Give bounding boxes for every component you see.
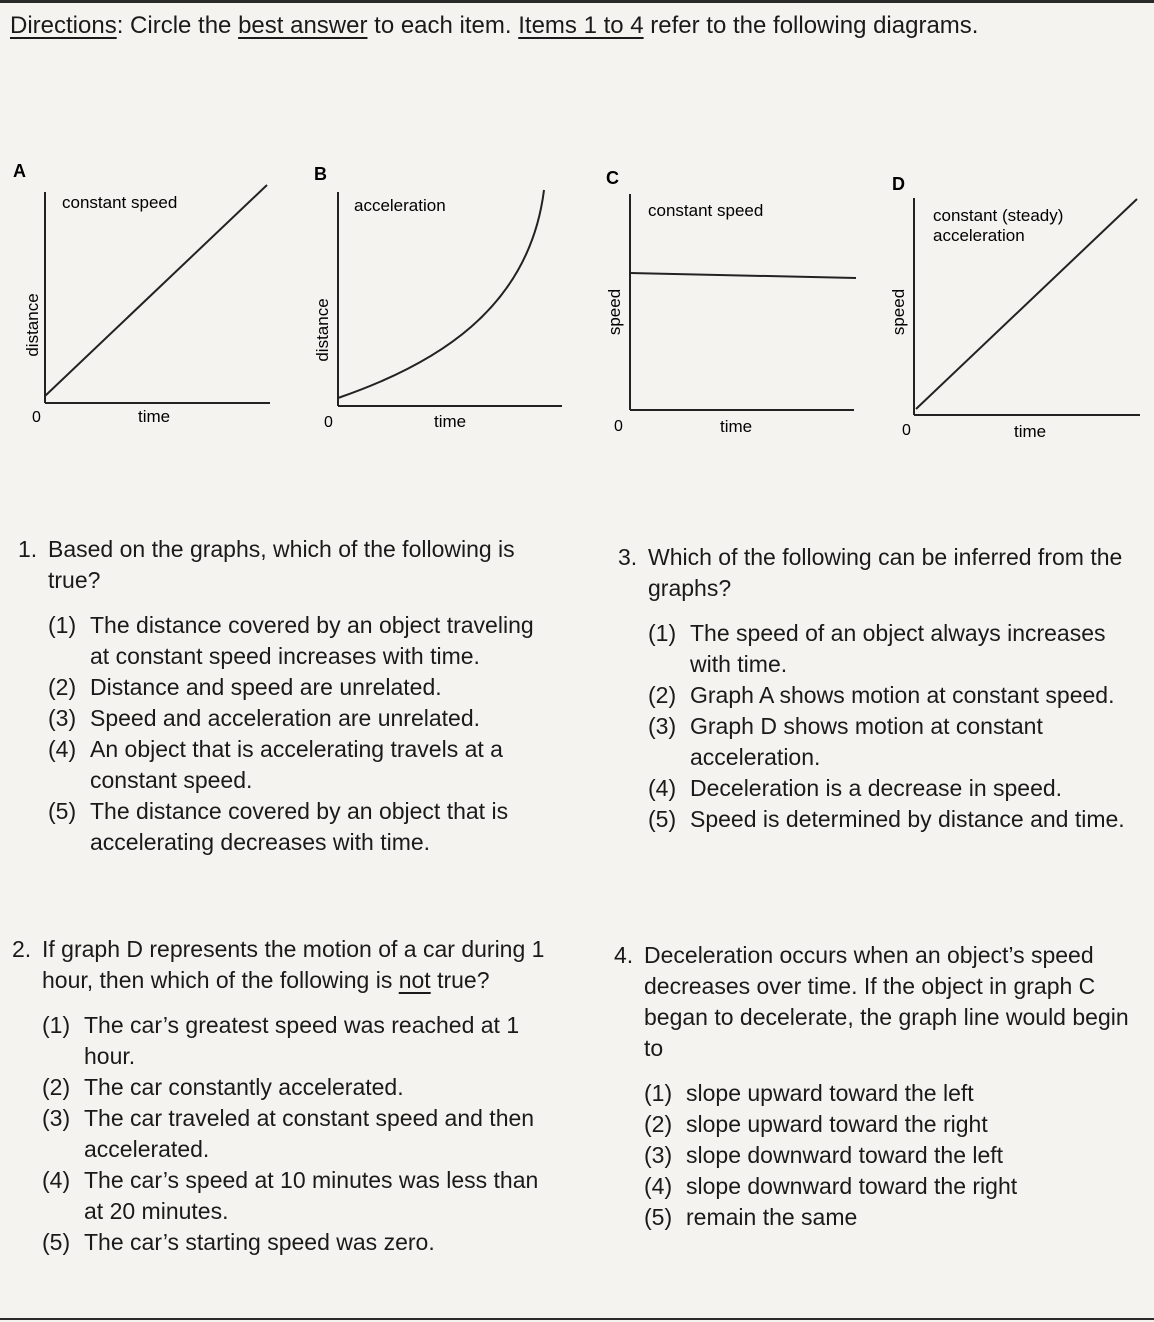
question-2-number: 2. <box>12 936 32 962</box>
question-1-option-2[interactable]: (2) Distance and speed are unrelated. <box>48 674 442 700</box>
graph-b-ylabel: distance <box>313 298 332 362</box>
graph-c-line <box>630 273 856 278</box>
question-1-option-3[interactable]: (3) Speed and acceleration are unrelated. <box>48 705 481 731</box>
graph-c-origin: 0 <box>614 418 623 435</box>
directions-line <box>10 12 978 40</box>
not-emphasis: not <box>398 967 431 993</box>
question-1-stem <box>18 534 553 596</box>
question-1-number: 1. <box>18 536 38 562</box>
question-4-option-1[interactable]: (1) slope upward toward the left <box>644 1080 974 1106</box>
best-answer-phrase: best answer <box>238 12 368 39</box>
question-4-stem <box>614 940 1148 1064</box>
graph-a-caption: constant speed <box>62 193 178 212</box>
graph-d-caption-2: acceleration <box>933 226 1025 245</box>
graph-c-xlabel: time <box>720 417 753 436</box>
graph-a-origin: 0 <box>32 409 41 426</box>
question-3 <box>618 542 1148 835</box>
question-3-option-5[interactable]: (5) Speed is determined by distance and time. <box>648 806 1125 832</box>
question-1 <box>18 534 553 858</box>
question-3-options <box>648 618 1148 835</box>
question-4 <box>614 940 1148 1233</box>
directions-label: Directions <box>10 12 117 39</box>
graph-a-line <box>45 185 267 396</box>
graph-c <box>600 150 870 445</box>
question-4-options <box>644 1078 1148 1233</box>
graph-b-letter: B <box>314 164 327 184</box>
question-4-option-5[interactable]: (5) remain the same <box>644 1204 858 1230</box>
graph-c-ylabel: speed <box>605 288 624 336</box>
question-1-option-5[interactable]: (5) The distance covered by an object that is accelerating decreases with time. <box>48 798 509 855</box>
graph-d-svg <box>884 150 1154 450</box>
question-3-option-2[interactable]: (2) Graph A shows motion at constant speed. <box>648 682 1115 708</box>
directions-text-3: refer to the following diagrams. <box>643 12 979 39</box>
graph-c-letter: C <box>606 168 619 188</box>
question-2-option-2[interactable]: (2) The car constantly accelerated. <box>42 1074 404 1100</box>
question-4-number: 4. <box>614 942 634 968</box>
items-reference: Items 1 to 4 <box>518 12 644 39</box>
question-1-options <box>48 610 553 858</box>
top-rule <box>0 0 1154 3</box>
graph-a-letter: A <box>13 161 26 181</box>
question-2-option-3[interactable]: (3) The car traveled at constant speed and then accelerated. <box>42 1105 535 1162</box>
graph-d-letter: D <box>892 174 905 194</box>
graph-b-caption: acceleration <box>354 196 446 215</box>
graph-b-curve <box>338 190 544 398</box>
question-2-stem <box>12 934 552 996</box>
question-3-option-4[interactable]: (4) Deceleration is a decrease in speed. <box>648 775 1063 801</box>
bottom-rule <box>0 1318 1154 1320</box>
question-2-option-5[interactable]: (5) The car’s starting speed was zero. <box>42 1229 435 1255</box>
question-4-option-2[interactable]: (2) slope upward toward the right <box>644 1111 988 1137</box>
question-4-option-3[interactable]: (3) slope downward toward the left <box>644 1142 1004 1168</box>
question-2 <box>12 934 552 1258</box>
graph-d-ylabel: speed <box>889 288 908 336</box>
question-2-options <box>42 1010 552 1258</box>
question-2-text: If graph D represents the motion of a car during 1 hour, then which of the following is not true? <box>42 936 545 993</box>
question-4-text: Deceleration occurs when an object’s speed decreases over time. If the object in graph C began to decelerate, the graph line would begin to <box>644 942 1129 1061</box>
question-1-option-1[interactable]: (1) The distance covered by an object traveling at constant speed increases with time. <box>48 612 534 669</box>
question-3-option-1[interactable]: (1) The speed of an object always increases with time. <box>648 620 1106 677</box>
question-3-stem <box>618 542 1148 604</box>
graph-a <box>8 150 278 440</box>
graph-b <box>304 150 574 440</box>
graph-d <box>884 150 1154 450</box>
question-3-number: 3. <box>618 544 638 570</box>
question-3-option-3[interactable]: (3) Graph D shows motion at constant acceleration. <box>648 713 1043 770</box>
graph-d-caption-1: constant (steady) <box>933 206 1064 225</box>
graph-d-origin: 0 <box>902 422 911 439</box>
graph-a-xlabel: time <box>138 407 171 426</box>
graph-c-svg <box>600 150 870 445</box>
graph-d-xlabel: time <box>1014 422 1047 441</box>
graph-c-caption: constant speed <box>648 201 764 220</box>
question-4-option-4[interactable]: (4) slope downward toward the right <box>644 1173 1018 1199</box>
graph-b-origin: 0 <box>324 414 333 431</box>
directions-text-2: to each item. <box>367 12 519 39</box>
question-1-text: Based on the graphs, which of the following is true? <box>48 536 515 593</box>
directions-text-1: : Circle the <box>116 12 239 39</box>
graph-a-svg <box>8 150 278 440</box>
question-2-option-1[interactable]: (1) The car’s greatest speed was reached at 1 hour. <box>42 1012 520 1069</box>
graph-b-svg <box>304 150 574 440</box>
graph-b-xlabel: time <box>434 412 467 431</box>
question-2-option-4[interactable]: (4) The car’s speed at 10 minutes was less than at 20 minutes. <box>42 1167 539 1224</box>
question-1-option-4[interactable]: (4) An object that is accelerating travels at a constant speed. <box>48 736 503 793</box>
graph-a-ylabel: distance <box>23 293 42 357</box>
question-3-text: Which of the following can be inferred from the graphs? <box>648 544 1123 601</box>
